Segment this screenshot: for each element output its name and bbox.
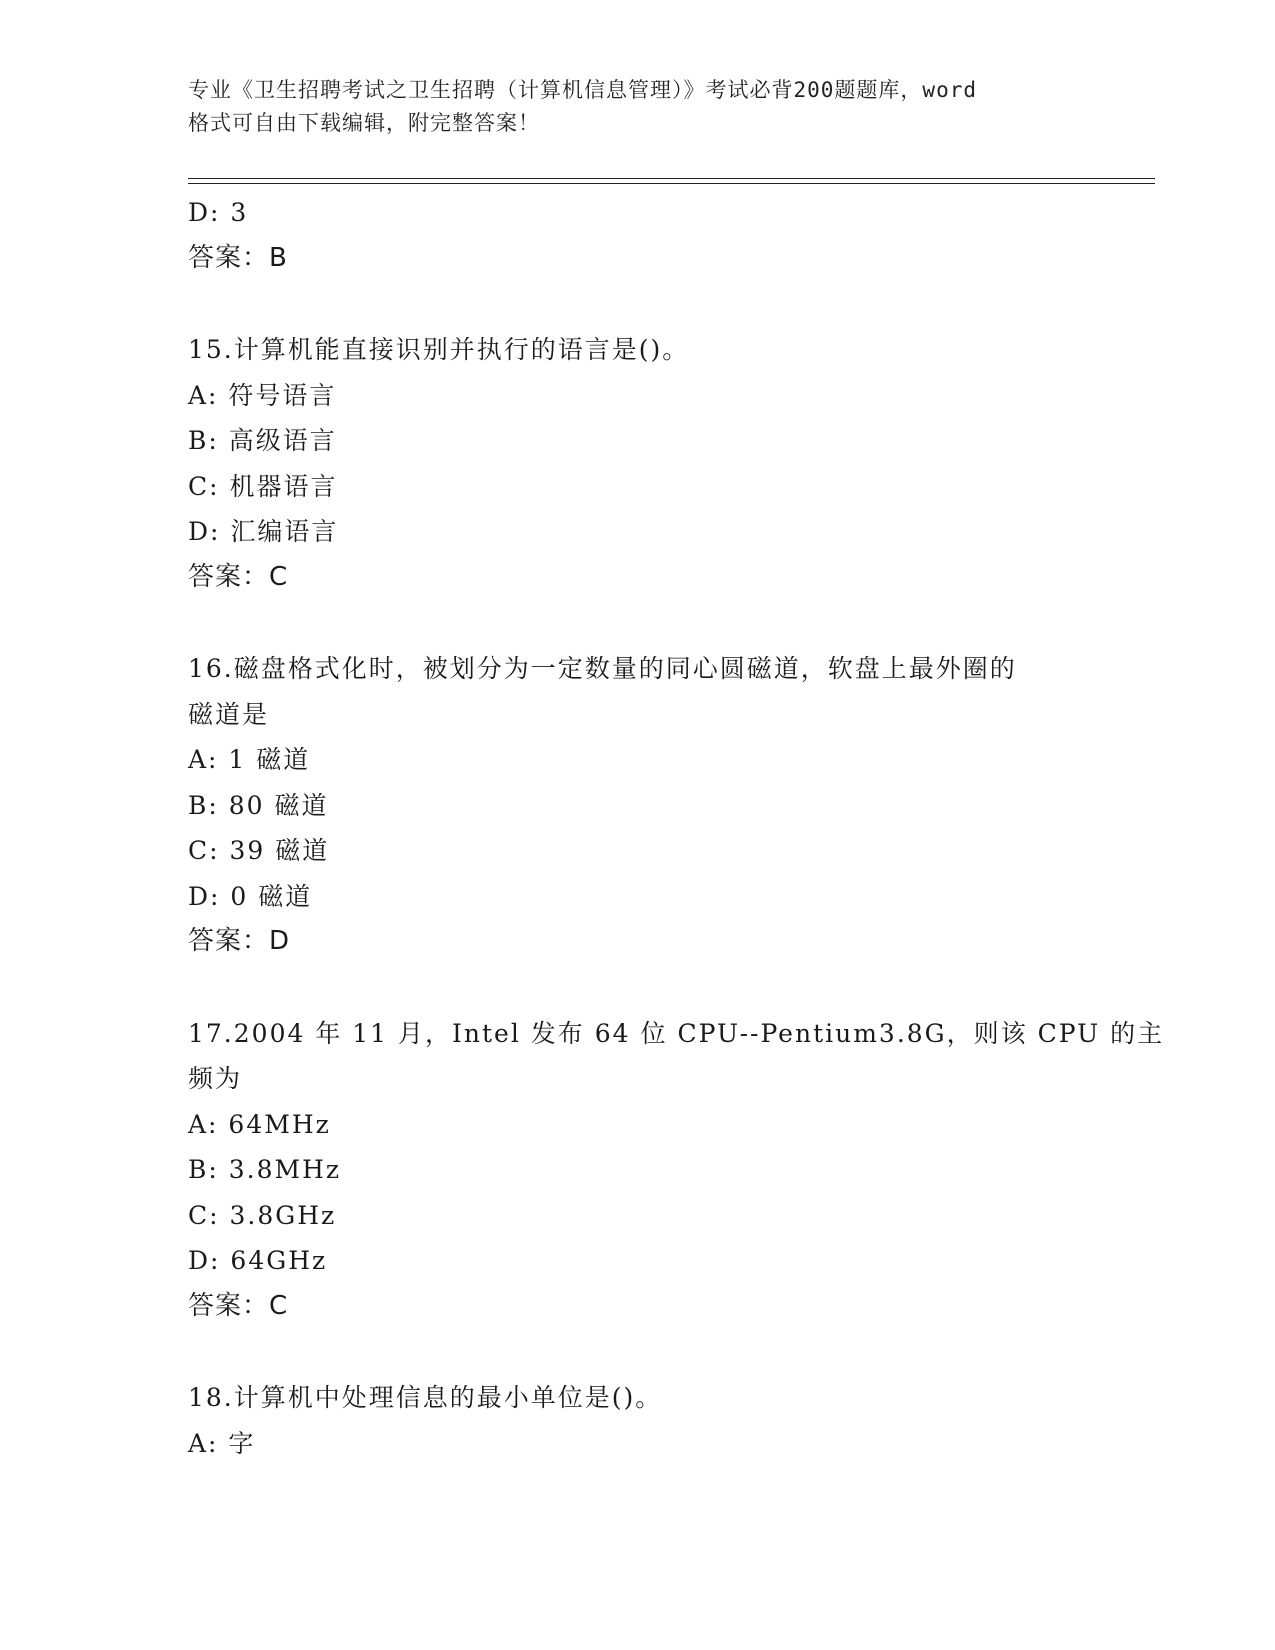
answer-line bbox=[188, 555, 1088, 601]
option-a: A: 符号语言 bbox=[188, 380, 337, 410]
question-stem-continued: 磁道是 bbox=[188, 699, 270, 729]
header-line-2: 格式可自由下载编辑，附完整答案！ bbox=[188, 111, 540, 135]
option-d: D: 64GHz bbox=[188, 1246, 328, 1275]
option-d: D: 汇编语言 bbox=[188, 517, 339, 546]
option-c: C: 机器语言 bbox=[188, 471, 338, 501]
question-15 bbox=[188, 327, 1088, 600]
answer-label: 答案： bbox=[188, 561, 270, 592]
answer-line bbox=[188, 1284, 1088, 1330]
question-stem: 16.磁盘格式化时，被划分为一定数量的同心圆磁道，软盘上最外圈的 bbox=[188, 654, 1017, 683]
option-b: B: 高级语言 bbox=[188, 426, 337, 455]
option-b: B: 80 磁道 bbox=[188, 790, 329, 820]
header-divider-bottom bbox=[188, 183, 1155, 184]
answer-label: 答案： bbox=[188, 1290, 270, 1321]
answer-value: C bbox=[269, 561, 289, 592]
question-list bbox=[188, 190, 1165, 1466]
option-c: C: 39 磁道 bbox=[188, 836, 330, 865]
option-a: A: 64MHz bbox=[188, 1109, 331, 1139]
option-a: A: 1 磁道 bbox=[188, 745, 311, 774]
question-16 bbox=[188, 646, 1088, 965]
option-b: B: 3.8MHz bbox=[188, 1155, 342, 1184]
answer-value: C bbox=[269, 1290, 289, 1321]
question-stem: 17.2004 年 11 月，Intel 发布 64 位 CPU--Pentium3.8G，则该 CPU 的主 bbox=[188, 1018, 1165, 1048]
question-17 bbox=[188, 1011, 1165, 1330]
option-c: C: 3.8GHz bbox=[188, 1200, 337, 1230]
answer-line bbox=[188, 919, 1088, 965]
prev-option-d: D: 3 bbox=[188, 198, 249, 227]
question-18 bbox=[188, 1375, 1088, 1466]
prev-answer bbox=[188, 236, 1088, 282]
question-stem: 18.计算机中处理信息的最小单位是()。 bbox=[188, 1383, 663, 1412]
question-stem-continued: 频为 bbox=[188, 1064, 243, 1093]
question-stem: 15.计算机能直接识别并执行的语言是()。 bbox=[188, 335, 690, 364]
answer-label: 答案： bbox=[188, 926, 270, 956]
answer-value: B bbox=[269, 242, 288, 273]
page-header bbox=[188, 74, 1088, 140]
header-line-1: 专业《卫生招聘考试之卫生招聘（计算机信息管理）》考试必背200题题库，word bbox=[188, 78, 977, 102]
option-d: D: 0 磁道 bbox=[188, 881, 313, 911]
answer-value: D bbox=[269, 926, 291, 956]
answer-label: 答案： bbox=[188, 242, 270, 273]
option-a: A: 字 bbox=[188, 1428, 256, 1458]
header-divider-top bbox=[188, 178, 1155, 179]
